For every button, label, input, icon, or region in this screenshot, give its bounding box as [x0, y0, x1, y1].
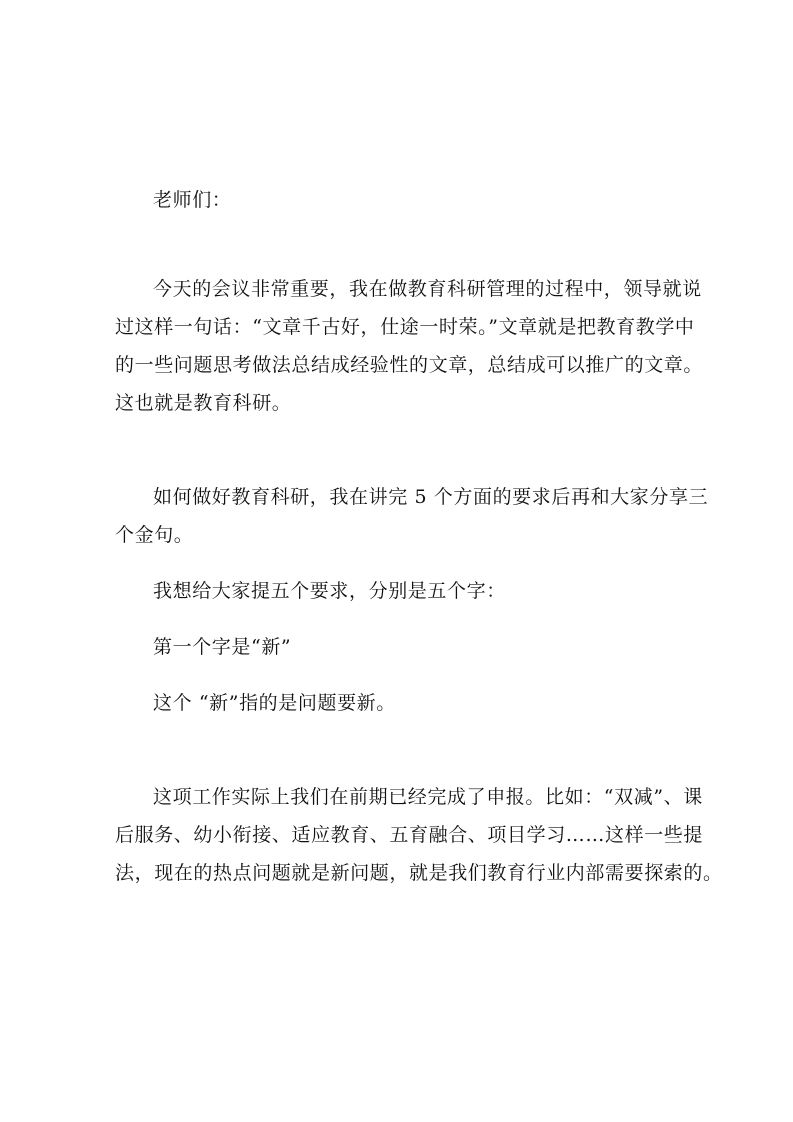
salutation: 老师们：: [153, 189, 232, 211]
paragraph-line: 过这样一句话：“文章千古好，仕途一时荣。”文章就是把教育教学中: [115, 316, 695, 338]
paragraph-line: 的一些问题思考做法总结成经验性的文章，总结成可以推广的文章。: [115, 354, 704, 376]
paragraph-line: 个金句。: [115, 524, 194, 546]
paragraph-line: 后服务、幼小衔接、适应教育、五育融合、项目学习……这样一些提: [115, 824, 704, 846]
paragraph-line: 今天的会议非常重要，我在做教育科研管理的过程中，领导就说: [153, 278, 702, 300]
paragraph-line: 这个 “新”指的是问题要新。: [153, 692, 396, 714]
paragraph-line: 如何做好教育科研，我在讲完 5 个方面的要求后再和大家分享三: [153, 486, 709, 508]
paragraph-line: 我想给大家提五个要求，分别是五个字：: [153, 580, 506, 602]
paragraph-line: 法，现在的热点问题就是新问题，就是我们教育行业内部需要探索的。: [115, 862, 723, 884]
paragraph-line: 这也就是教育科研。: [115, 392, 292, 414]
paragraph-line: 第一个字是“新”: [153, 636, 292, 658]
paragraph-line: 这项工作实际上我们在前期已经完成了申报。比如：“双减”、课: [153, 786, 703, 808]
